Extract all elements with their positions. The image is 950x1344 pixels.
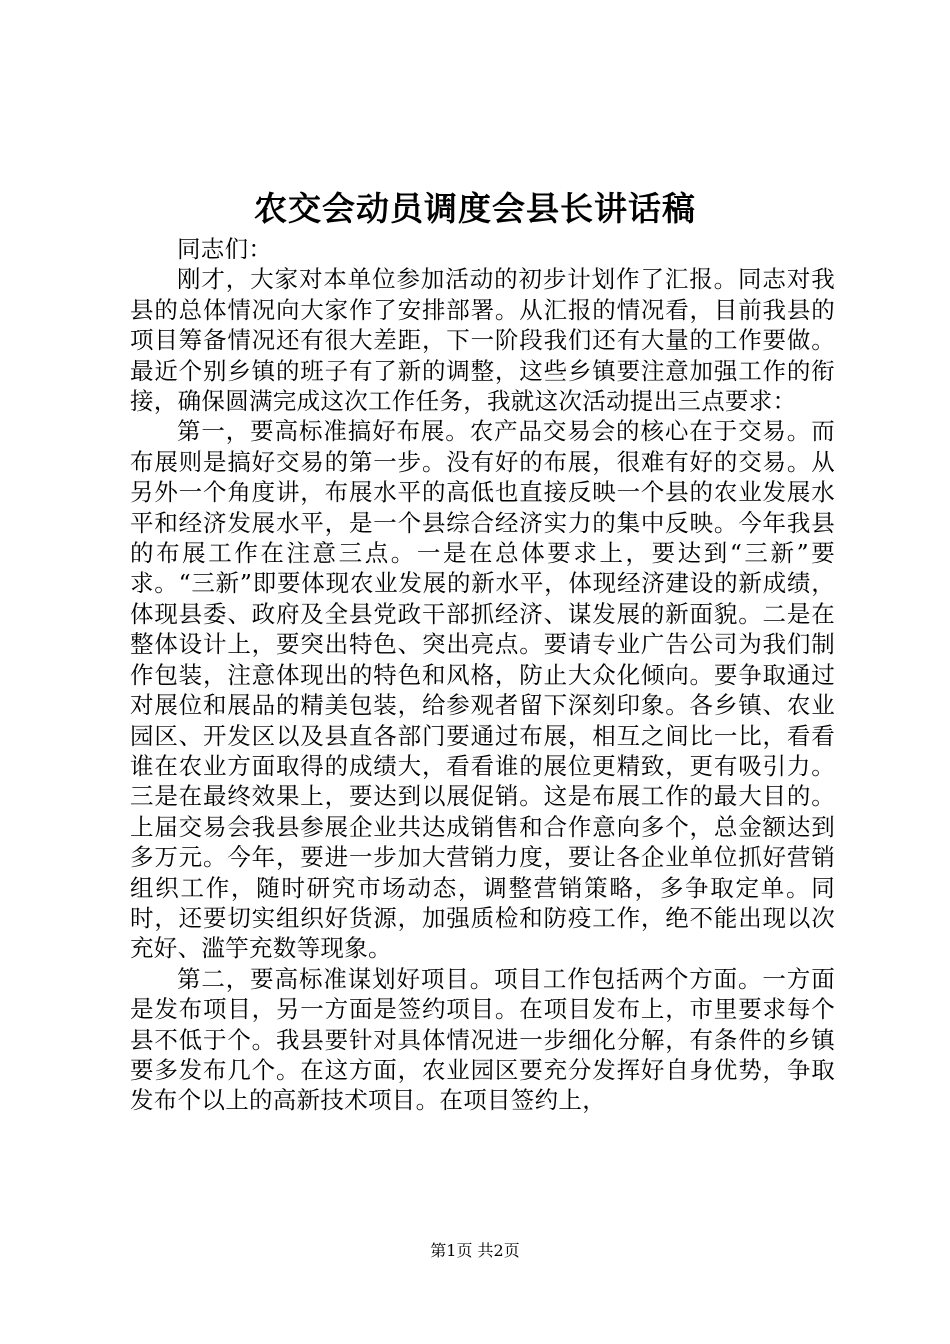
paragraph-intro: 刚才，大家对本单位参加活动的初步计划作了汇报。同志对我县的总体情况向大家作了安排部署。从汇报的情况看，目前我县的项目筹备情况还有很大差距，下一阶段我们还有大量的工作要做。最近个别乡镇的班子有了新的调整，这些乡镇要注意加强工作的衔接，确保圆满完成这次工作任务，我就这次活动提出三点要求： <box>130 265 835 416</box>
salutation: 同志们： <box>177 235 273 263</box>
document-title: 农交会动员调度会县长讲话稿 <box>254 189 696 228</box>
paragraph-first-point: 第一，要高标准搞好布展。农产品交易会的核心在于交易。而布展则是搞好交易的第一步。没有好的布展，很难有好的交易。从另外一个角度讲，布展水平的高低也直接反映一个县的农业发展水平和经济发展水平，是一个县综合经济实力的集中反映。今年我县的布展工作在注意三点。一是在总体要求上，要达到“三新”要求。“三新”即要体现农业发展的新水平，体现经济建设的新成绩，体现县委、政府及全县党政干部抓经济、谋发展的新面貌。二是在整体设计上，要突出特色、突出亮点。要请专业广告公司为我们制作包装，注意体现出的特色和风格，防止大众化倾向。要争取通过对展位和展品的精美包装，给参观者留下深刻印象。各乡镇、农业园区、开发区以及县直各部门要通过布展，相互之间比一比，看看谁在农业方面取得的成绩大，看看谁的展位更精致，更有吸引力。三是在最终效果上，要达到以展促销。这是布展工作的最大目的。上届交易会我县参展企业共达成销售和合作意向多个，总金额达到多万元。今年，要进一步加大营销力度，要让各企业单位抓好营销组织工作，随时研究市场动态，调整营销策略，多争取定单。同时，还要切实组织好货源，加强质检和防疫工作，绝不能出现以次充好、滥竽充数等现象。 <box>130 417 835 963</box>
page-number: 第1页 共2页 <box>430 1241 520 1260</box>
paragraph-second-point: 第二，要高标准谋划好项目。项目工作包括两个方面。一方面是发布项目，另一方面是签约项目。在项目发布上，市里要求每个县不低于个。我县要针对具体情况进一步细化分解，有条件的乡镇要多发布几个。在这方面，农业园区要充分发挥好自身优势，争取发布个以上的高新技术项目。在项目签约上， <box>130 964 835 1115</box>
document-body <box>130 234 835 1116</box>
